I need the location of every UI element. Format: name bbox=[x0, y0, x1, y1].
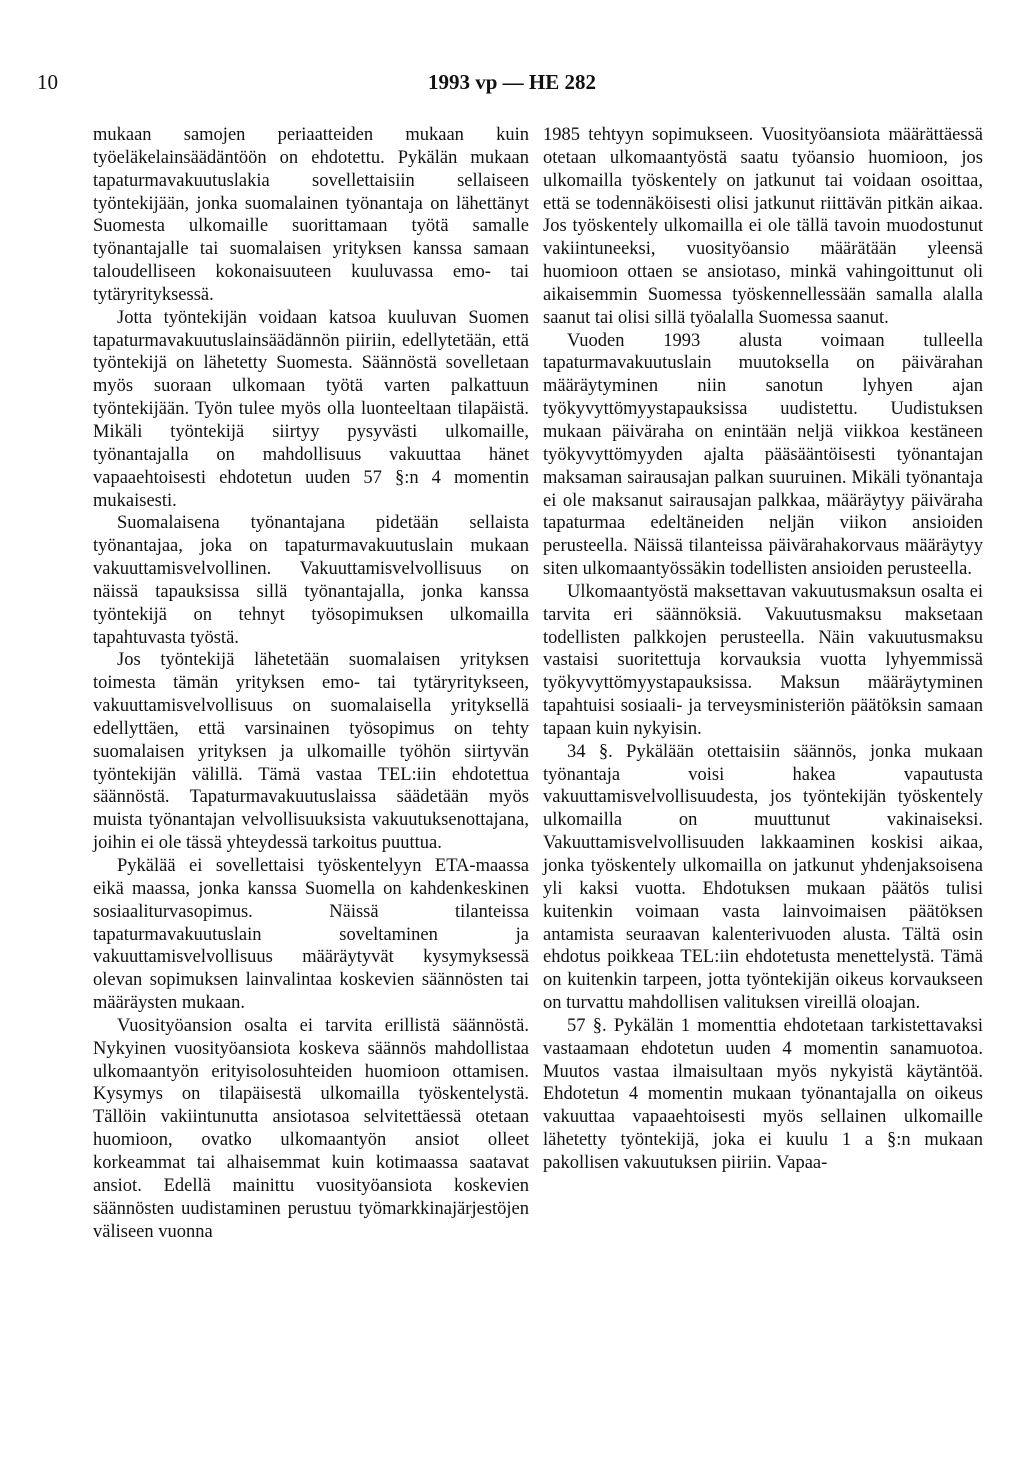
paragraph: 34 §. Pykälään otettaisiin säännös, jonka mukaan työnantaja voisi hakea vapautusta vakuuttamisvelvollisuudesta, jos työntekijän työskentely ulkomailla on muuttunut vakinaiseksi. Vakuuttamisvelvollisuuden lakkaaminen koskisi aikaa, jonka työskentely ulkomailla on jatkunut yhdenjaksoisena yli kaksi vuotta. Ehdotuksen mukaan päätös tulisi kuitenkin voimaan vasta lainvoimaisen päätöksen antamista seuraavan kalenterivuoden alusta. Tältä osin ehdotus poikkeaa TEL:iin ehdotetusta menettelystä. Tämä on kuitenkin tarpeen, jotta työntekijän oikeus korvaukseen on turvattu mahdollisen valituksen vireillä oloajan. bbox=[543, 741, 983, 1014]
right-column bbox=[543, 124, 983, 1175]
paragraph: Vuosityöansion osalta ei tarvita erillistä säännöstä. Nykyinen vuosityöansiota koskeva säännös mahdollistaa ulkomaantyön erityisolosuhteiden huomioon ottamisen. Kysymys on tilapäisestä ulkomailla työskentelystä. Tällöin vakiintunutta ansiotasoa selvitettäessä otetaan huomioon, ovatko ulkomaantyön ansiot olleet korkeammat tai alhaisemmat kuin kotimaassa saatavat ansiot. Edellä mainittu vuosityöansiota koskevien säännösten uudistaminen perustuu työmarkkinajärjestöjen väliseen vuonna bbox=[93, 1015, 529, 1242]
paragraph: 1985 tehtyyn sopimukseen. Vuosityöansiota määrättäessä otetaan ulkomaantyöstä saatu työansio huomioon, jos ulkomailla työskentely on jatkunut tai voidaan osoittaa, että se todennäköisesti olisi jatkunut riittävän pitkän aikaa. Jos työskentely ulkomailla ei ole tällä tavoin muodostunut vakiintuneeksi, vuosityöansio määrätään yleensä huomioon ottaen se ansiotaso, minkä vahingoittunut oli aikaisemmin Suomessa työskennellessään samalla alalla saanut tai olisi sillä työalalla Suomessa saanut. bbox=[543, 125, 983, 328]
page-number: 10 bbox=[37, 70, 58, 94]
running-head: 1993 vp — HE 282 bbox=[427, 70, 597, 94]
paragraph: Suomalaisena työnantajana pidetään sellaista työnantajaa, joka on tapaturmavakuutuslain mukaan vakuuttamisvelvollinen. Vakuuttamisvelvollisuus on näissä tapauksissa sillä työnantajalla, jonka kanssa työntekijä on tehnyt työsopimuksen ulkomailla tapahtuvasta työstä. bbox=[93, 513, 529, 648]
paragraph: mukaan samojen periaatteiden mukaan kuin työeläkelainsäädäntöön on ehdotettu. Pykälän mukaan tapaturmavakuutuslakia sovellettaisiin sellaiseen työntekijään, jonka suomalainen työnantaja on lähettänyt Suomesta ulkomaille suorittamaan työtä samalle työnantajalle tai suomalaisen yrityksen kanssa samaan taloudelliseen kokonaisuuteen kuuluvassa emo- tai tytäryrityksessä. bbox=[93, 125, 529, 305]
paragraph: Pykälää ei sovellettaisi työskentelyyn ETA-maassa eikä maassa, jonka kanssa Suomella on kahdenkeskinen sosiaaliturvasopimus. Näissä tilanteissa tapaturmavakuutuslain soveltaminen ja vakuuttamisvelvollisuus määräytyvät kysymyksessä olevan sopimuksen lainvalintaa koskevien säännösten tai määräysten mukaan. bbox=[93, 856, 529, 1014]
page-header bbox=[0, 70, 1024, 100]
paragraph: 57 §. Pykälän 1 momenttia ehdotetaan tarkistettavaksi vastaamaan ehdotetun uuden 4 momentin sanamuotoa. Muutos vastaa ilmaisultaan myös nykyistä käytäntöä. Ehdotetun 4 momentin mukaan työnantajalla on oikeus vakuuttaa vapaaehtoisesti myös sellainen ulkomaille lähetetty työntekijä, joka ei kuulu 1 a §:n mukaan pakollisen vakuutuksen piiriin. Vapaa- bbox=[543, 1015, 983, 1173]
paragraph: Jotta työntekijän voidaan katsoa kuuluvan Suomen tapaturmavakuutuslainsäädännön piiriin, edellytetään, että työntekijä on lähetetty Suomesta. Säännöstä sovelletaan myös suoraan ulkomaan työtä varten palkattuun työntekijään. Työn tulee myös olla luonteeltaan tilapäistä. Mikäli työntekijä siirtyy pysyvästi ulkomaille, työnantajalla on mahdollisuus vakuuttaa hänet vapaaehtoisesti ehdotetun uuden 57 §:n 4 momentin mukaisesti. bbox=[93, 307, 529, 511]
left-column bbox=[93, 124, 529, 1243]
paragraph: Vuoden 1993 alusta voimaan tulleella tapaturmavakuutuslain muutoksella on päivärahan määräytyminen niin sanotun lyhyen ajan työkyvyttömyystapauksissa uudistettu. Uudistuksen mukaan päiväraha on enintään neljä viikkoa kestäneen työkyvyttömyyden ajalta pääsääntöisesti työnantajan maksaman sairausajan palkan suuruinen. Mikäli työnantaja ei ole maksanut sairausajan palkkaa, määräytyy päiväraha tapaturmaa edeltäneiden neljän viikon ansioiden perusteella. Näissä tilanteissa päivärahakorvaus määräytyy siten ulkomaantyössäkin todellisten ansioiden perusteella. bbox=[543, 330, 983, 580]
paragraph: Jos työntekijä lähetetään suomalaisen yrityksen toimesta tämän yrityksen emo- tai tytäryritykseen, vakuuttamisvelvollisuus on suomalaisella yrityksellä edellyttäen, että varsinainen työsopimus on tehty suomalaisen yrityksen ja ulkomaille työhön siirtyvän työntekijän välillä. Tämä vastaa TEL:iin ehdotettua säännöstä. Tapaturmavakuutuslaissa säädetään myös muista työnantajan velvollisuuksista vakuutuksenottajana, joihin ei ole tässä yhteydessä tarkoitus puuttua. bbox=[93, 650, 529, 854]
paragraph: Ulkomaantyöstä maksettavan vakuutusmaksun osalta ei tarvita eri säännöksiä. Vakuutusmaksu maksetaan todellisten palkkojen perusteella. Näin vakuutusmaksu vastaisi suoritettuja korvauksia vuotta lyhyemmissä työkyvyttömyystapauksissa. Maksun määräytyminen tapahtuisi sosiaali- ja terveysministeriön päätöksin samaan tapaan kuin nykyisin. bbox=[543, 581, 983, 739]
